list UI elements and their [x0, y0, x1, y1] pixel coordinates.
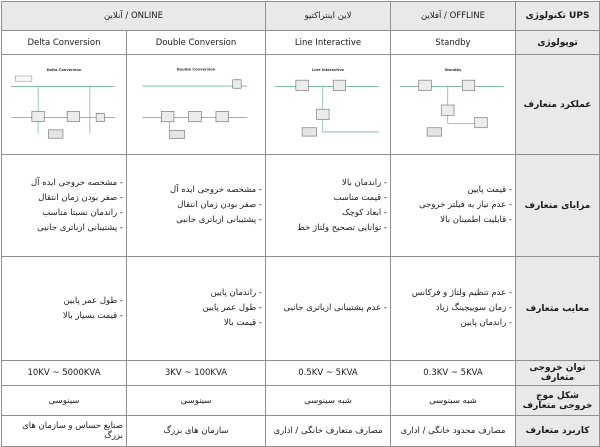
disadvantages-row	[2, 257, 600, 361]
topology-delta: Delta Conversion	[2, 31, 127, 55]
header-offline: آفلاین / OFFLINE	[391, 2, 516, 31]
topology-line: Line Interactive	[266, 31, 391, 55]
list-item: - عدم نیاز به فیلتر خروجی	[394, 198, 512, 213]
waveform-double: سینوسی	[127, 386, 266, 416]
list-item: - قیمت پایین	[394, 183, 512, 198]
power-row	[2, 361, 600, 386]
list-item: - طول عمر پایین	[130, 301, 262, 316]
list-item: - راندمان پایین	[394, 316, 512, 331]
list-item: - صفر بودن زمان انتقال	[5, 191, 123, 206]
disadvantages-delta-list	[5, 294, 123, 324]
list-item: - قابلیت اطمینان بالا	[394, 213, 512, 228]
power-label: توان خروجی متعارف	[516, 361, 600, 386]
ups-comparison-table	[1, 1, 600, 447]
header-technology: تکنولوژی UPS	[516, 2, 600, 31]
disadvantages-line-list	[269, 301, 387, 316]
waveform-row	[2, 386, 600, 416]
power-double: 3KV ~ 100KVA	[127, 361, 266, 386]
list-item: - قیمت مناسب	[269, 191, 387, 206]
line-interactive-diagram	[271, 63, 385, 147]
topology-standby: Standby	[391, 31, 516, 55]
advantages-standby-cell	[391, 155, 516, 257]
diagram-standby-cell	[391, 55, 516, 155]
line-diagram-title: Line Interactive	[311, 67, 345, 72]
advantages-row	[2, 155, 600, 257]
waveform-label: شکل موج خروجی متعارف	[516, 386, 600, 416]
list-item: - عدم تنظیم ولتاژ و فرکانس	[394, 286, 512, 301]
waveform-line: شبه سینوسی	[266, 386, 391, 416]
list-item: - توانایی تصحیح ولتاژ خط	[269, 221, 387, 236]
topology-double: Double Conversion	[127, 31, 266, 55]
advantages-line-cell	[266, 155, 391, 257]
list-item: - پشتیبانی ازباتری جانبی	[5, 221, 123, 236]
list-item: - قیمت بالا	[130, 316, 262, 331]
list-item: - مشخصه خروجی ایده آل	[5, 176, 123, 191]
waveform-standby: شبه سینوسی	[391, 386, 516, 416]
advantages-double-list	[130, 183, 262, 228]
double-conversion-diagram	[132, 63, 260, 147]
standby-diagram	[396, 63, 510, 147]
list-item: - راندمان پایین	[130, 286, 262, 301]
advantages-standby-list	[394, 183, 512, 228]
usage-standby: مصارف محدود خانگی / اداری	[391, 416, 516, 447]
usage-double: سازمان های بزرگ	[127, 416, 266, 447]
header-line-interactive: لاین اینتراکتیو	[266, 2, 391, 31]
advantages-double-cell	[127, 155, 266, 257]
disadvantages-standby-cell	[391, 257, 516, 361]
list-item: - عدم پشتیبانی ازباتری جانبی	[269, 301, 387, 316]
list-item: - مشخصه خروجی ایده آل	[130, 183, 262, 198]
list-item: - ابعاد کوچک	[269, 206, 387, 221]
diagram-row	[2, 55, 600, 155]
header-online: آنلاین / ONLINE	[2, 2, 266, 31]
delta-diagram-title: Delta Conversion	[46, 67, 82, 72]
list-item: - راندمان بالا	[269, 176, 387, 191]
diagram-line-cell	[266, 55, 391, 155]
topology-row	[2, 31, 600, 55]
disadvantages-label: معایب متعارف	[516, 257, 600, 361]
usage-label: کاربرد متعارف	[516, 416, 600, 447]
disadvantages-line-cell	[266, 257, 391, 361]
advantages-label: مزایای متعارف	[516, 155, 600, 257]
header-row	[2, 2, 600, 31]
double-diagram-title: Double Conversion	[176, 66, 216, 71]
advantages-delta-list	[5, 176, 123, 236]
list-item: - پشتیبانی ازباتری جانبی	[130, 213, 262, 228]
list-item: - راندمان نسبتا مناسب	[5, 206, 123, 221]
power-standby: 0.3KV ~ 5KVA	[391, 361, 516, 386]
list-item: - صفر بودن زمان انتقال	[130, 198, 262, 213]
waveform-delta: سینوسی	[2, 386, 127, 416]
usage-line: مصارف متعارف خانگی / اداری	[266, 416, 391, 447]
diagram-label: عملکرد متعارف	[516, 55, 600, 155]
advantages-line-list	[269, 176, 387, 236]
usage-row	[2, 416, 600, 447]
disadvantages-double-cell	[127, 257, 266, 361]
topology-label: توپولوژی	[516, 31, 600, 55]
disadvantages-standby-list	[394, 286, 512, 331]
standby-diagram-title: Standby	[444, 67, 462, 72]
list-item: - قیمت بسیار بالا	[5, 309, 123, 324]
list-item: - طول عمر پایین	[5, 294, 123, 309]
usage-delta: صنایع حساس و سازمان های بزرگ	[2, 416, 127, 447]
disadvantages-delta-cell	[2, 257, 127, 361]
list-item: - زمان سوییچینگ زیاد	[394, 301, 512, 316]
delta-conversion-diagram	[7, 63, 121, 147]
diagram-double-cell	[127, 55, 266, 155]
diagram-delta-cell	[2, 55, 127, 155]
advantages-delta-cell	[2, 155, 127, 257]
disadvantages-double-list	[130, 286, 262, 331]
power-line: 0.5KV ~ 5KVA	[266, 361, 391, 386]
power-delta: 10KV ~ 5000KVA	[2, 361, 127, 386]
